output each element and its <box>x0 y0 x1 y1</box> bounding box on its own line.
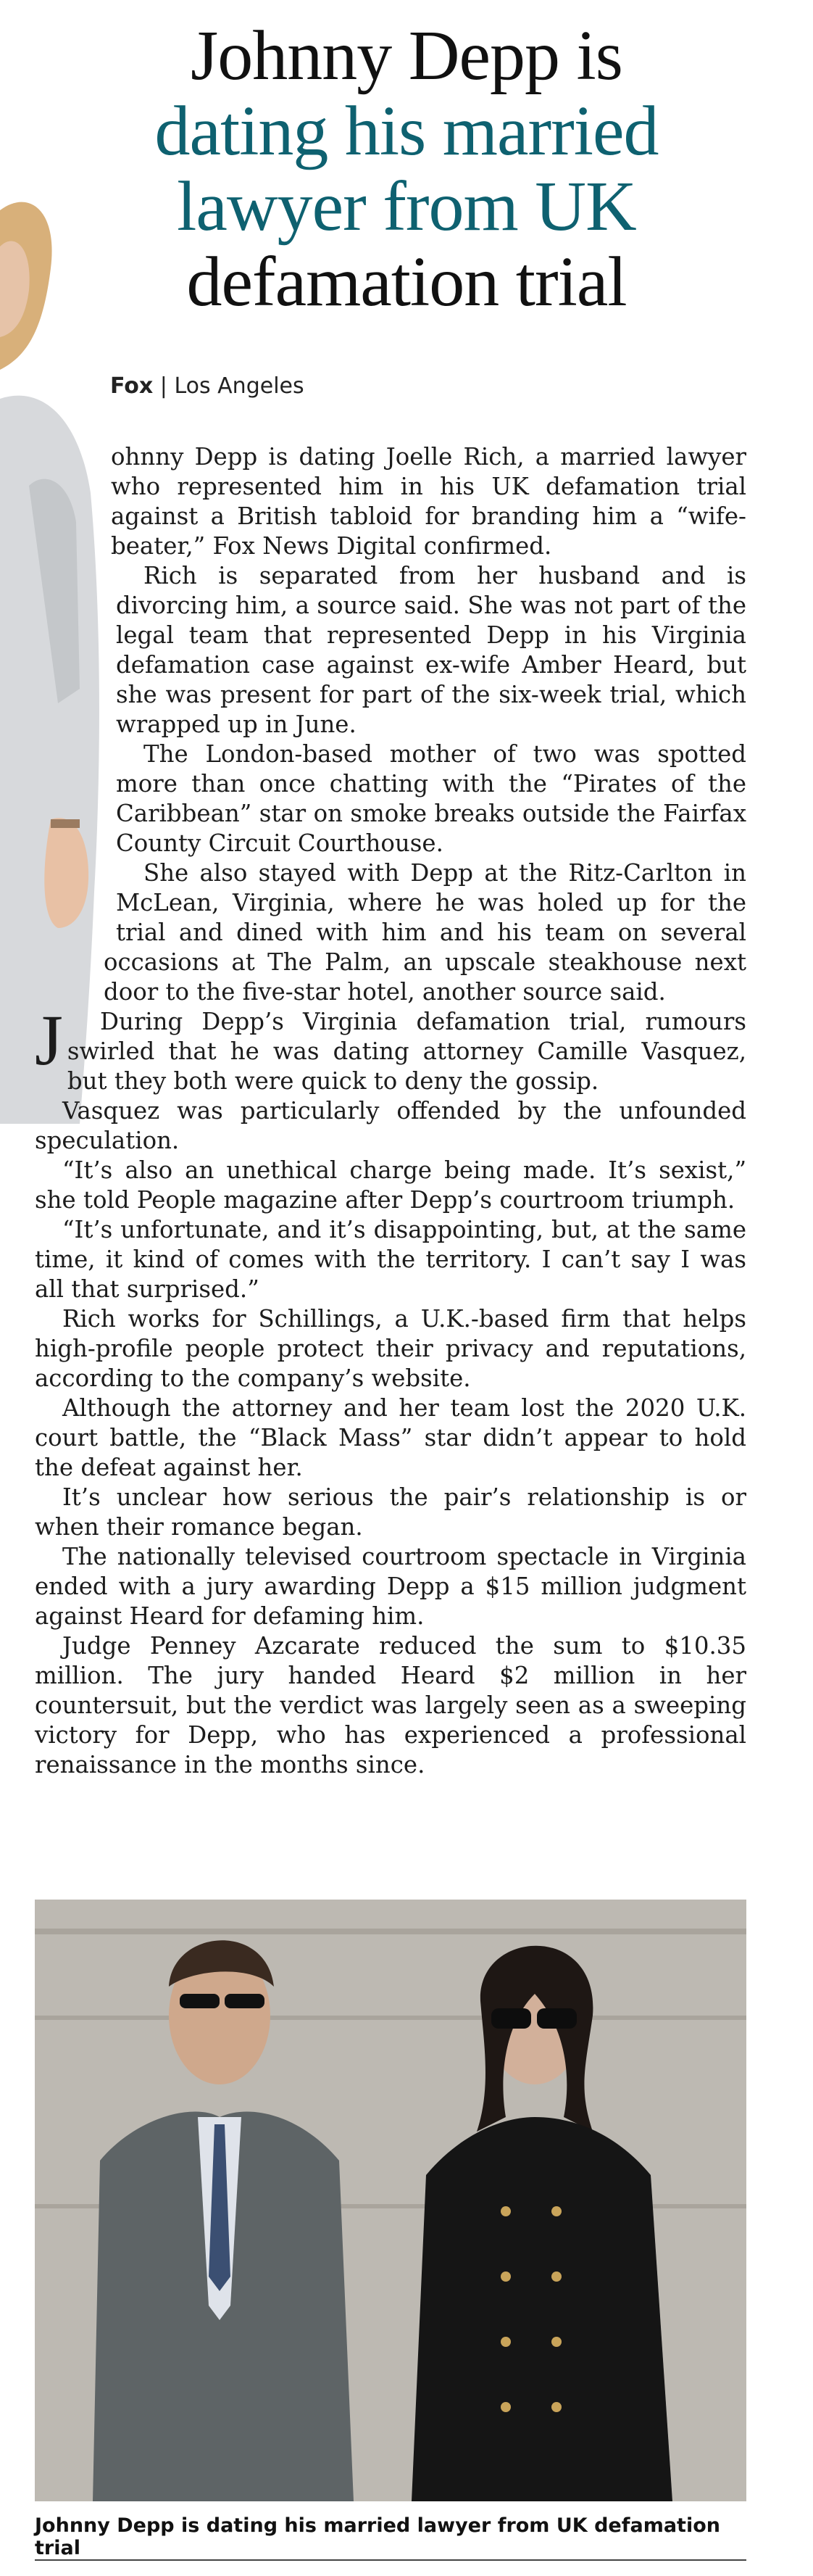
paragraph-6: Vasquez was particularly offended by the unfounded speculation. <box>35 1097 746 1154</box>
headline-line-1: Johnny Depp is <box>191 17 622 95</box>
paragraph-2: Rich is separated from her husband and is divorcing him, a source said. She was not part of the legal team that represented Depp in his Virginia defamation case against ex-wife Amber Heard, but she was present for part of the six-week trial, which wrapped up in June. <box>116 562 746 738</box>
headline-line-3: lawyer from UK <box>177 167 636 246</box>
article-body <box>35 442 746 1780</box>
paragraph-5: During Depp’s Virginia defamation trial, rumours swirled that he was dating attorney Camille Vasquez, but they both were quick to deny the gossip. <box>67 1008 746 1095</box>
headline-line-2: dating his married <box>154 92 659 170</box>
headline <box>0 17 813 322</box>
paragraph-3: The London-based mother of two was spotted more than once chatting with the “Pirates of the Caribbean” star on smoke breaks outside the Fairfax County Circuit Courthouse. <box>116 740 746 857</box>
paragraph-1-text: ohnny Depp is dating Joelle Rich, a married lawyer who represented him in his UK defamation trial against a British tabloid for branding him a “wife-beater,” Fox News Digital confirmed. <box>111 443 746 560</box>
headline-line-4: defamation trial <box>186 243 627 321</box>
paragraph-7: “It’s also an unethical charge being made. It’s sexist,” she told People magazine after Depp’s courtroom triumph. <box>35 1156 746 1214</box>
paragraph-11: It’s unclear how serious the pair’s relationship is or when their romance began. <box>35 1483 746 1541</box>
photo-caption: Johnny Depp is dating his married lawyer from UK defamation trial <box>35 2514 720 2559</box>
drop-cap: J <box>35 1000 63 1080</box>
byline-separator: | <box>159 373 167 399</box>
paragraph-10: Although the attorney and her team lost the 2020 U.K. court battle, the “Black Mass” star didn’t appear to hold the defeat against her. <box>35 1394 746 1481</box>
paragraph-8: “It’s unfortunate, and it’s disappointing, but, at the same time, it kind of comes with the territory. I can’t say I was all that surprised.” <box>35 1216 746 1303</box>
byline <box>110 373 304 399</box>
byline-source: Fox <box>110 373 154 399</box>
paragraph-4: She also stayed with Depp at the Ritz-Carlton in McLean, Virginia, where he was holed up for the trial and dined with him and his team on several occasions at The Palm, an upscale steakhouse next door to the five-star hotel, another source said. <box>104 859 746 1006</box>
bottom-divider <box>35 2559 746 2561</box>
paragraph-9: Rich works for Schillings, a U.K.-based firm that helps high-profile people protect their privacy and reputations, according to the company’s website. <box>35 1305 746 1392</box>
article-photo <box>35 1900 746 2501</box>
byline-location: Los Angeles <box>174 373 304 399</box>
paragraph-13: Judge Penney Azcarate reduced the sum to $10.35 million. The jury handed Heard $2 million in her countersuit, but the verdict was largely seen as a sweeping victory for Depp, who has experienced a professional renaissance in the months since. <box>35 1632 746 1778</box>
paragraph-12: The nationally televised courtroom spectacle in Virginia ended with a jury awarding Depp a $15 million judgment against Heard for defaming him. <box>35 1543 746 1630</box>
